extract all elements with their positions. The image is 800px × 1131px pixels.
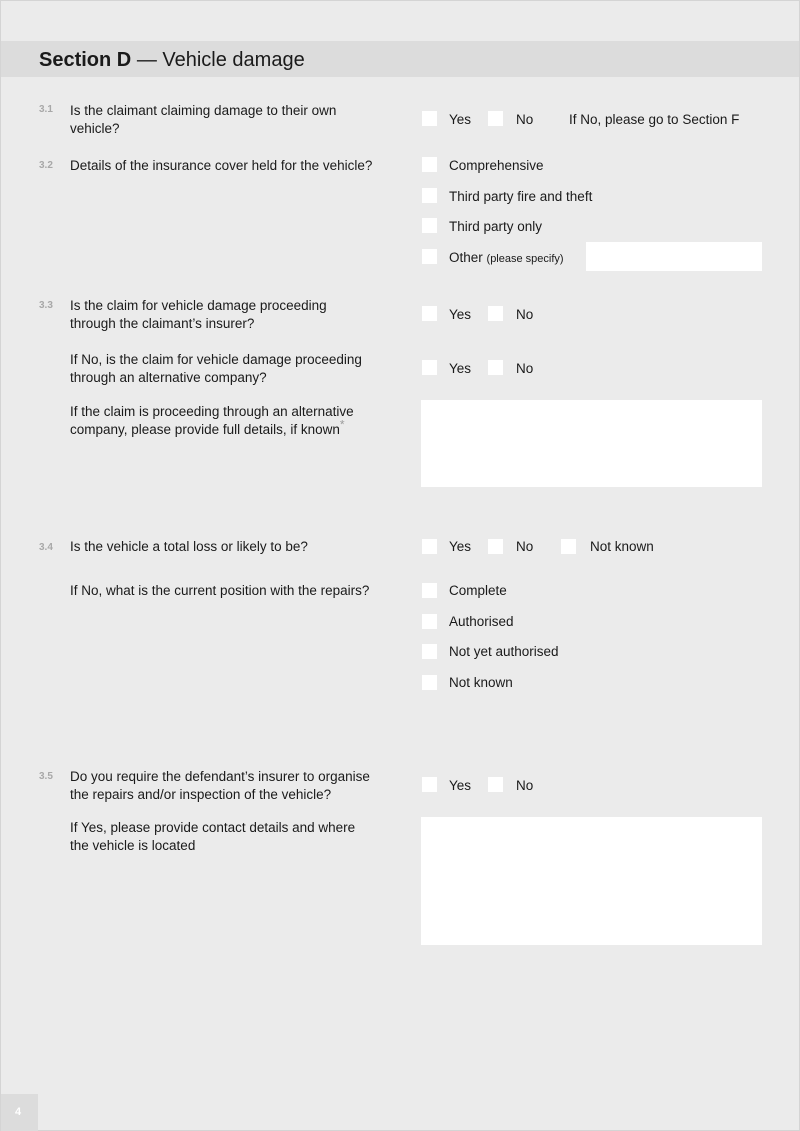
checkbox-3-5-yes[interactable] bbox=[422, 777, 437, 792]
question-number-3-4: 3.4 bbox=[39, 542, 53, 553]
section-name: Vehicle damage bbox=[162, 49, 305, 71]
label-3-2-other bbox=[449, 249, 564, 268]
question-number-3-5: 3.5 bbox=[39, 771, 53, 782]
question-number-3-2: 3.2 bbox=[39, 160, 53, 171]
checkbox-3-3-alt-yes[interactable] bbox=[422, 360, 437, 375]
label-3-3-no: No bbox=[516, 307, 534, 322]
details-prompt-3-3-text: If the claim is proceeding through an alternative company, please provide full details, if known bbox=[70, 404, 354, 437]
asterisk-mark: * bbox=[339, 417, 345, 432]
checkbox-3-5-no[interactable] bbox=[488, 777, 503, 792]
label-3-5-yes: Yes bbox=[449, 778, 472, 793]
checkbox-3-2-third-party-fire-theft[interactable] bbox=[422, 188, 437, 203]
sub-question-3-4: If No, what is the current position with the repairs? bbox=[70, 583, 370, 598]
checkbox-3-3-yes[interactable] bbox=[422, 306, 437, 321]
question-3-4: Is the vehicle a total loss or likely to be? bbox=[70, 539, 308, 554]
question-number-3-1: 3.1 bbox=[39, 104, 53, 115]
label-3-4-yes: Yes bbox=[449, 539, 472, 554]
details-prompt-3-5: If Yes, please provide contact details and where the vehicle is located bbox=[70, 820, 356, 853]
label-3-2-other-hint: (please specify) bbox=[486, 253, 564, 265]
label-3-4-not-known: Not known bbox=[590, 539, 654, 554]
label-repairs-authorised: Authorised bbox=[449, 614, 514, 629]
label-3-2-third-party-only: Third party only bbox=[449, 219, 543, 234]
page-number: 4 bbox=[15, 1106, 22, 1118]
label-3-2-comprehensive: Comprehensive bbox=[449, 158, 544, 173]
section-header bbox=[1, 41, 799, 77]
contact-details-textarea[interactable] bbox=[421, 817, 762, 945]
label-3-4-no: No bbox=[516, 539, 534, 554]
label-repairs-not-known: Not known bbox=[449, 675, 513, 690]
details-prompt-3-3 bbox=[70, 403, 380, 439]
section-separator: — bbox=[136, 49, 157, 71]
checkbox-3-1-no[interactable] bbox=[488, 111, 503, 126]
label-3-2-other-text: Other bbox=[449, 250, 483, 265]
checkbox-3-4-no[interactable] bbox=[488, 539, 503, 554]
section-title bbox=[39, 49, 305, 71]
label-3-1-no: No bbox=[516, 112, 534, 127]
checkbox-3-2-third-party-only[interactable] bbox=[422, 218, 437, 233]
checkbox-3-3-alt-no[interactable] bbox=[488, 360, 503, 375]
label-3-5-no: No bbox=[516, 778, 534, 793]
alternative-company-details-textarea[interactable] bbox=[421, 400, 762, 487]
sub-question-3-3: If No, is the claim for vehicle damage proceeding through an alternative company? bbox=[70, 352, 362, 385]
checkbox-3-4-yes[interactable] bbox=[422, 539, 437, 554]
checkbox-3-2-other[interactable] bbox=[422, 249, 437, 264]
label-repairs-not-yet-authorised: Not yet authorised bbox=[449, 644, 559, 659]
checkbox-repairs-complete[interactable] bbox=[422, 583, 437, 598]
page-number-tab bbox=[1, 1094, 38, 1131]
label-3-3-alt-yes: Yes bbox=[449, 361, 472, 376]
question-3-5: Do you require the defendant’s insurer to organise the repairs and/or inspection of the vehicle? bbox=[70, 769, 370, 802]
label-3-2-third-party-fire-theft: Third party fire and theft bbox=[449, 189, 593, 204]
checkbox-repairs-not-known[interactable] bbox=[422, 675, 437, 690]
label-repairs-complete: Complete bbox=[449, 583, 507, 598]
question-number-3-3: 3.3 bbox=[39, 300, 53, 311]
checkbox-repairs-authorised[interactable] bbox=[422, 614, 437, 629]
section-code: Section D bbox=[39, 49, 132, 71]
question-3-3: Is the claim for vehicle damage proceeding through the claimant’s insurer? bbox=[70, 298, 327, 331]
checkbox-3-2-comprehensive[interactable] bbox=[422, 157, 437, 172]
label-3-3-alt-no: No bbox=[516, 361, 534, 376]
question-3-2: Details of the insurance cover held for the vehicle? bbox=[70, 158, 373, 173]
checkbox-repairs-not-yet-authorised[interactable] bbox=[422, 644, 437, 659]
question-3-1: Is the claimant claiming damage to their own vehicle? bbox=[70, 103, 337, 136]
note-3-1: If No, please go to Section F bbox=[569, 112, 740, 127]
label-3-1-yes: Yes bbox=[449, 112, 472, 127]
checkbox-3-3-no[interactable] bbox=[488, 306, 503, 321]
other-specify-input[interactable] bbox=[586, 242, 762, 271]
label-3-3-yes: Yes bbox=[449, 307, 472, 322]
checkbox-3-4-not-known[interactable] bbox=[561, 539, 576, 554]
checkbox-3-1-yes[interactable] bbox=[422, 111, 437, 126]
